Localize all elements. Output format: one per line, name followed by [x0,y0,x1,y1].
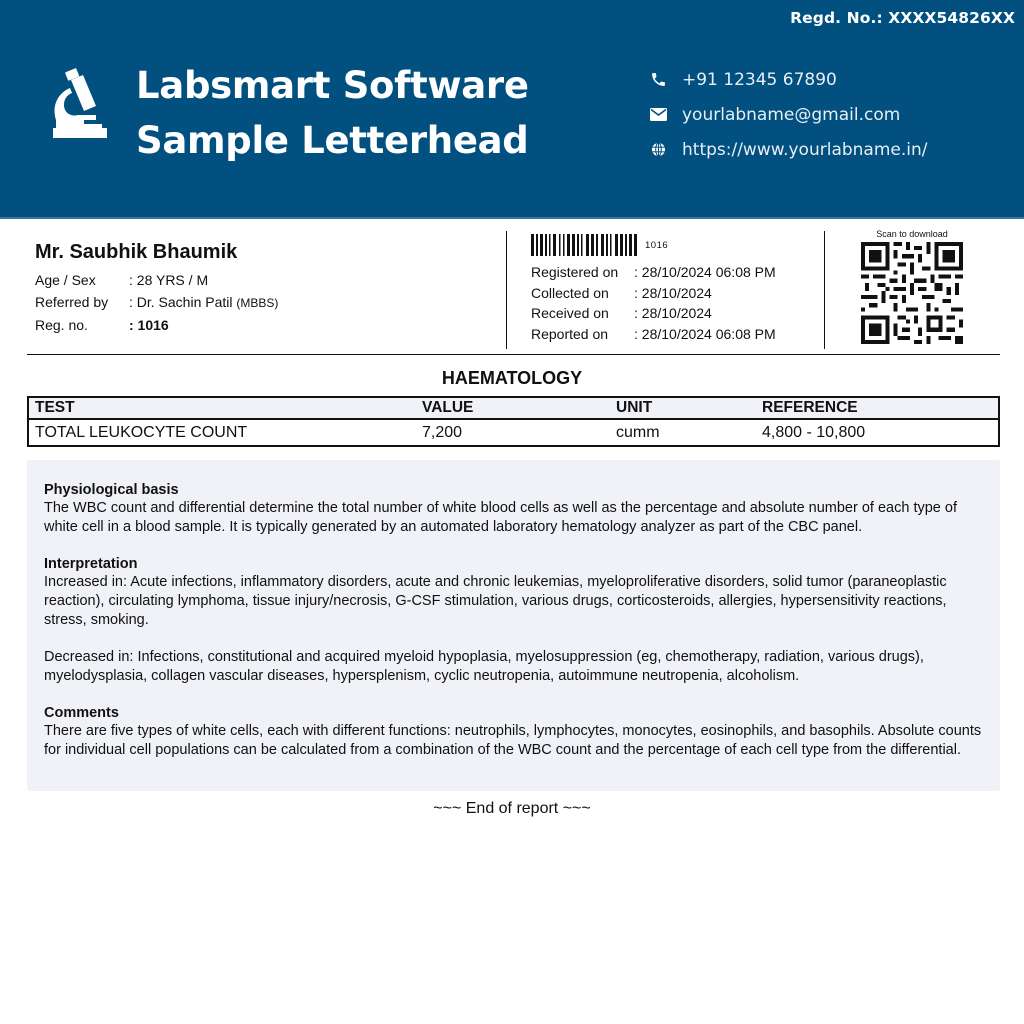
results-table [27,396,1000,447]
referred-by-value [129,291,278,314]
test-reference: 4,800 - 10,800 [762,423,866,441]
patient-details [35,241,505,336]
section-title: HAEMATOLOGY [441,368,583,388]
column-header-unit: UNIT [610,397,756,419]
registered-on-row [531,262,816,283]
interpretation-increased-text: Increased in: Acute infections, inflammatory disorders, acute and chronic leukemias, myeloproliferative disorders, solid tumor (paraneoplastic reaction), circulating lymphoma, tissue injury/necrosis, G-CSF stimulation, various drugs, corticosteroids, allergies, hypersensitivity reactions, stress, smoking. [44,574,947,628]
registration-number: Regd. No.: XXXX54826XX [790,9,1015,27]
contact-info [648,62,928,167]
received-on-row [531,303,816,324]
comments-text: There are five types of white cells, each with different functions: neutrophils, lymphocytes, monocytes, eosinophils, and basophils. Absolute counts for individual cell populations can be calculated from a combination of the WBC count and the percentage of each cell type from the differential. [44,723,982,758]
brand-line-2: Sample Letterhead [136,119,529,162]
received-on-label: Received on [531,305,609,321]
divider [506,231,507,349]
doctor-qualification: (MBBS) [236,296,279,310]
patient-name: Mr. Saubhik Bhaumik [35,241,238,263]
contact-phone [648,62,928,97]
column-header-reference: REFERENCE [756,397,999,419]
test-name: TOTAL LEUKOCYTE COUNT [35,423,248,441]
interpretation-heading: Interpretation [44,556,138,572]
collected-on-value: : 28/10/2024 [634,284,712,301]
comments-heading: Comments [44,705,119,721]
email-icon [648,105,668,125]
phone-icon [648,70,668,90]
column-header-value: VALUE [416,397,610,419]
letterhead-banner [0,0,1024,219]
age-sex-value: : 28 YRS / M [129,272,209,288]
age-sex-row [35,269,505,291]
brand-line-1: Labsmart Software [136,64,529,107]
website-url: https://www.yourlabname.in/ [682,139,928,160]
sample-dates [531,233,816,344]
end-of-report: ~~~ End of report ~~~ [433,800,591,817]
reg-no-value: : 1016 [129,317,169,333]
barcode-number: 1016 [645,239,669,251]
lab-brand-name [136,58,529,168]
reg-no-row [35,314,505,336]
collected-on-label: Collected on [531,284,609,301]
reported-on-label: Reported on [531,325,609,342]
test-value: 7,200 [422,423,463,441]
column-header-test: TEST [28,397,416,419]
reported-on-row [531,324,816,345]
received-on-value: : 28/10/2024 [634,305,712,321]
referred-by-label: Referred by [35,294,109,310]
age-sex-label: Age / Sex [35,272,96,288]
interpretation-decreased-text: Decreased in: Infections, constitutional and acquired myeloid hypoplasia, myelosuppression (eg, chemotherapy, radiation, various drugs), myelodysplasia, collagen vascular diseases, hypersplenism, cyclic neutropenia, autoimmune neutropenia, alcoholism. [44,649,924,684]
globe-icon [648,140,668,160]
physiological-basis-text: The WBC count and differential determine the total number of white blood cells as well as the percentage and absolute number of each type of white cell in a blood sample. It is typically generated by an automated laboratory hematology analyzer as part of the CBC panel. [44,500,957,535]
microscope-icon [50,68,108,140]
qr-download-block [849,229,975,344]
registered-on-label: Registered on [531,264,619,280]
qr-caption: Scan to download [876,229,948,239]
referred-by-row [35,291,505,314]
collected-on-row [531,283,816,304]
test-unit: cumm [616,423,660,441]
doctor-name: : Dr. Sachin Patil [129,294,233,310]
qr-code[interactable] [861,242,963,344]
registered-on-value: : 28/10/2024 06:08 PM [634,264,776,280]
contact-website [648,132,928,167]
reg-no-label: Reg. no. [35,317,88,333]
email-address: yourlabname@gmail.com [682,104,901,125]
divider [824,231,825,349]
table-header-row [28,397,999,419]
barcode-row [531,233,816,257]
reported-on-value: : 28/10/2024 06:08 PM [634,325,776,342]
table-row [28,419,999,446]
barcode [531,234,637,256]
test-notes [27,460,1000,791]
physiological-basis-heading: Physiological basis [44,482,179,498]
patient-info-block [27,229,1000,355]
phone-number: +91 12345 67890 [682,69,837,90]
contact-email [648,97,928,132]
